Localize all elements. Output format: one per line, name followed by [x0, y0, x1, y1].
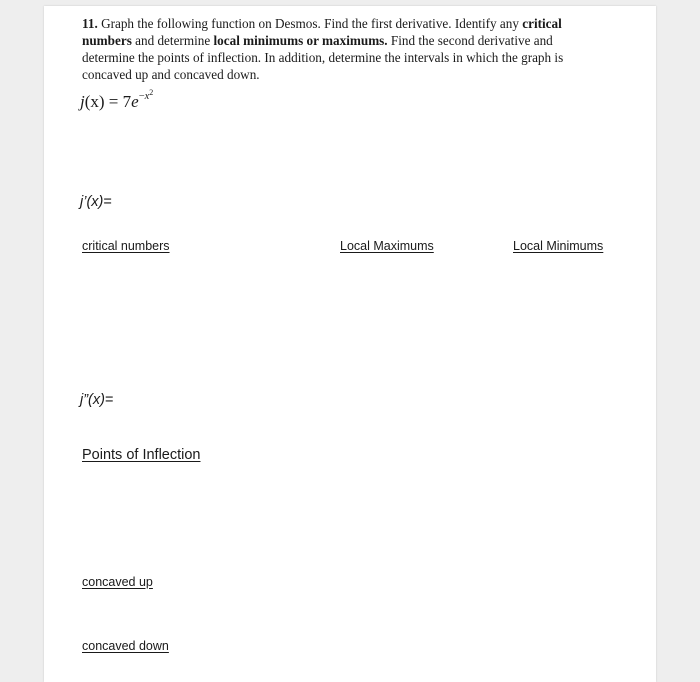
problem-bold-critical-numbers: critical numbers — [82, 16, 562, 48]
function-lhs: (x) = 7 — [84, 92, 132, 111]
function-base: e — [131, 92, 139, 111]
problem-text-part-3: Find the second derivative and determine the points of inflection. In addition, determine the intervals in which the graph is concaved up and concaved down. — [82, 33, 564, 82]
critical-numbers-label: critical numbers — [82, 239, 170, 253]
problem-bold-local-min-max: local minimums or maximums. — [213, 33, 388, 48]
function-exponent: −x2 — [138, 88, 154, 102]
concaved-down-label: concaved down — [82, 639, 169, 653]
local-minimums-label: Local Minimums — [513, 239, 604, 253]
problem-text-part-1: Graph the following function on Desmos. Find the first derivative. Identify any — [97, 16, 523, 31]
points-of-inflection-label: Points of Inflection — [82, 447, 201, 463]
concaved-up-label: concaved up — [82, 575, 153, 589]
local-maximums-label: Local Maximums — [340, 239, 434, 253]
second-derivative-label: j”(x)= — [80, 392, 114, 408]
problem-number: 11. — [82, 16, 98, 31]
first-derivative-label: j’(x)= — [80, 194, 112, 210]
problem-text-part-2: and determine — [131, 33, 214, 48]
function-name: j — [80, 92, 85, 111]
problem-statement — [82, 15, 602, 83]
function-definition — [80, 88, 153, 112]
